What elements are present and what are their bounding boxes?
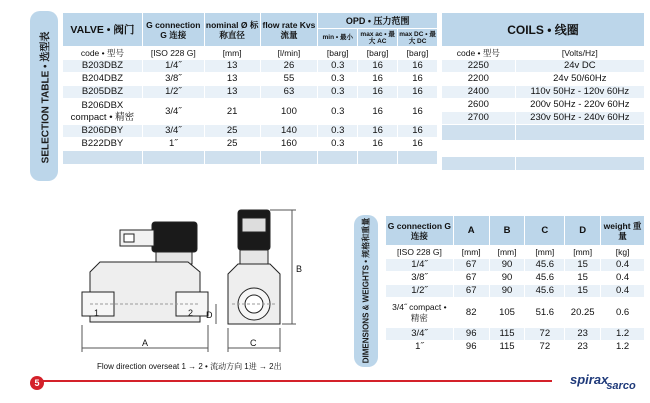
dimension-d-label: D	[206, 310, 213, 320]
dimension-c-label: C	[250, 338, 257, 348]
table-row: 3/4˝ 96 115 72 23 1.2	[386, 328, 645, 341]
dimensions-table	[385, 215, 645, 354]
port-1-label: 1	[94, 308, 100, 318]
dim-d-header: D	[565, 216, 601, 246]
dim-c-header: C	[525, 216, 565, 246]
dimension-a-label: A	[142, 338, 149, 348]
table-row: 2700 230v 50Hz - 240v 60Hz	[442, 112, 645, 125]
table-row: B206DBY 3/4˝ 25 140 0.3 16 16	[63, 125, 438, 138]
selection-side-label: SELECTION TABLE • 选型表	[40, 31, 52, 164]
table-row: B203DBZ 1/4˝ 13 26 0.3 16 16	[63, 60, 438, 73]
table-row: 1/4˝ 67 90 45.6 15 0.4	[386, 259, 645, 272]
table-row-empty	[442, 141, 645, 157]
table-row: B222DBY 1˝ 25 160 0.3 16 16	[63, 138, 438, 151]
g-connection-header: G connection G 连接	[142, 13, 204, 47]
valve-drawing	[60, 200, 360, 365]
footer-rule	[32, 380, 552, 382]
valve-header: VALVE • 阀门	[63, 13, 143, 47]
table-row-empty	[442, 157, 645, 171]
dim-g-connection-header: G connection G 连接	[386, 216, 454, 246]
table-row: B205DBZ 1/2˝ 13 63 0.3 16 16	[63, 86, 438, 99]
table-row: 2250 24v DC	[442, 60, 645, 73]
table-row-empty	[63, 151, 438, 165]
table-row: 2400 110v 50Hz - 120v 60Hz	[442, 86, 645, 99]
dim-a-header: A	[453, 216, 489, 246]
table-row: 3/8˝ 67 90 45.6 15 0.4	[386, 272, 645, 285]
table-row: 2600 200v 50Hz - 220v 60Hz	[442, 99, 645, 112]
table-row-empty	[442, 125, 645, 141]
coils-units-row: code • 型号 [Volts/Hz]	[442, 47, 645, 60]
page-number: 5	[30, 376, 44, 390]
opd-min-header: min • 最小	[318, 29, 358, 47]
nominal-header: nominal Ø 标称直径	[204, 13, 260, 47]
opd-max-dc-header: max DC • 最大 DC	[399, 30, 436, 45]
dimensions-side-label: DIMENSIONS & WEIGHTS • 规格和重量	[361, 217, 371, 364]
table-row: B204DBZ 3/8˝ 13 55 0.3 16 16	[63, 73, 438, 86]
port-2-label: 2	[188, 308, 194, 318]
opd-header: OPD • 压力范围	[318, 13, 438, 29]
dimensions-units-row: [ISO 228 G] [mm] [mm] [mm] [mm] [kg]	[386, 246, 645, 259]
dim-b-header: B	[489, 216, 525, 246]
table-row: B206DBX compact • 精密 3/4˝ 21 100 0.3 16 16	[63, 99, 438, 125]
table-row: 3/4˝ compact • 精密 82 105 51.6 20.25 0.6	[386, 298, 645, 328]
flow-header: flow rate Kvs 流量	[260, 13, 318, 47]
dim-weight-header: weight 重量	[601, 216, 645, 246]
table-row: 1/2˝ 67 90 45.6 15 0.4	[386, 285, 645, 298]
selection-units-row: code • 型号 [ISO 228 G] [mm] [l/min] [barg] [barg] [barg]	[63, 47, 438, 60]
table-row: 2200 24v 50/60Hz	[442, 73, 645, 86]
selection-table	[62, 12, 438, 165]
table-row: 1˝ 96 115 72 23 1.2	[386, 341, 645, 354]
coils-header: COILS • 线圈	[442, 13, 645, 47]
flow-direction-caption: Flow direction overseat 1 → 2 • 流动方向 1进 → 2出	[97, 362, 282, 371]
opd-max-ac-header: max ac • 最大 AC	[358, 29, 398, 47]
dimension-b-label: B	[296, 264, 303, 274]
coils-table	[441, 12, 645, 171]
brand-logo: spirax$_{sarco}$	[570, 372, 636, 392]
coil-body-side	[152, 222, 197, 252]
